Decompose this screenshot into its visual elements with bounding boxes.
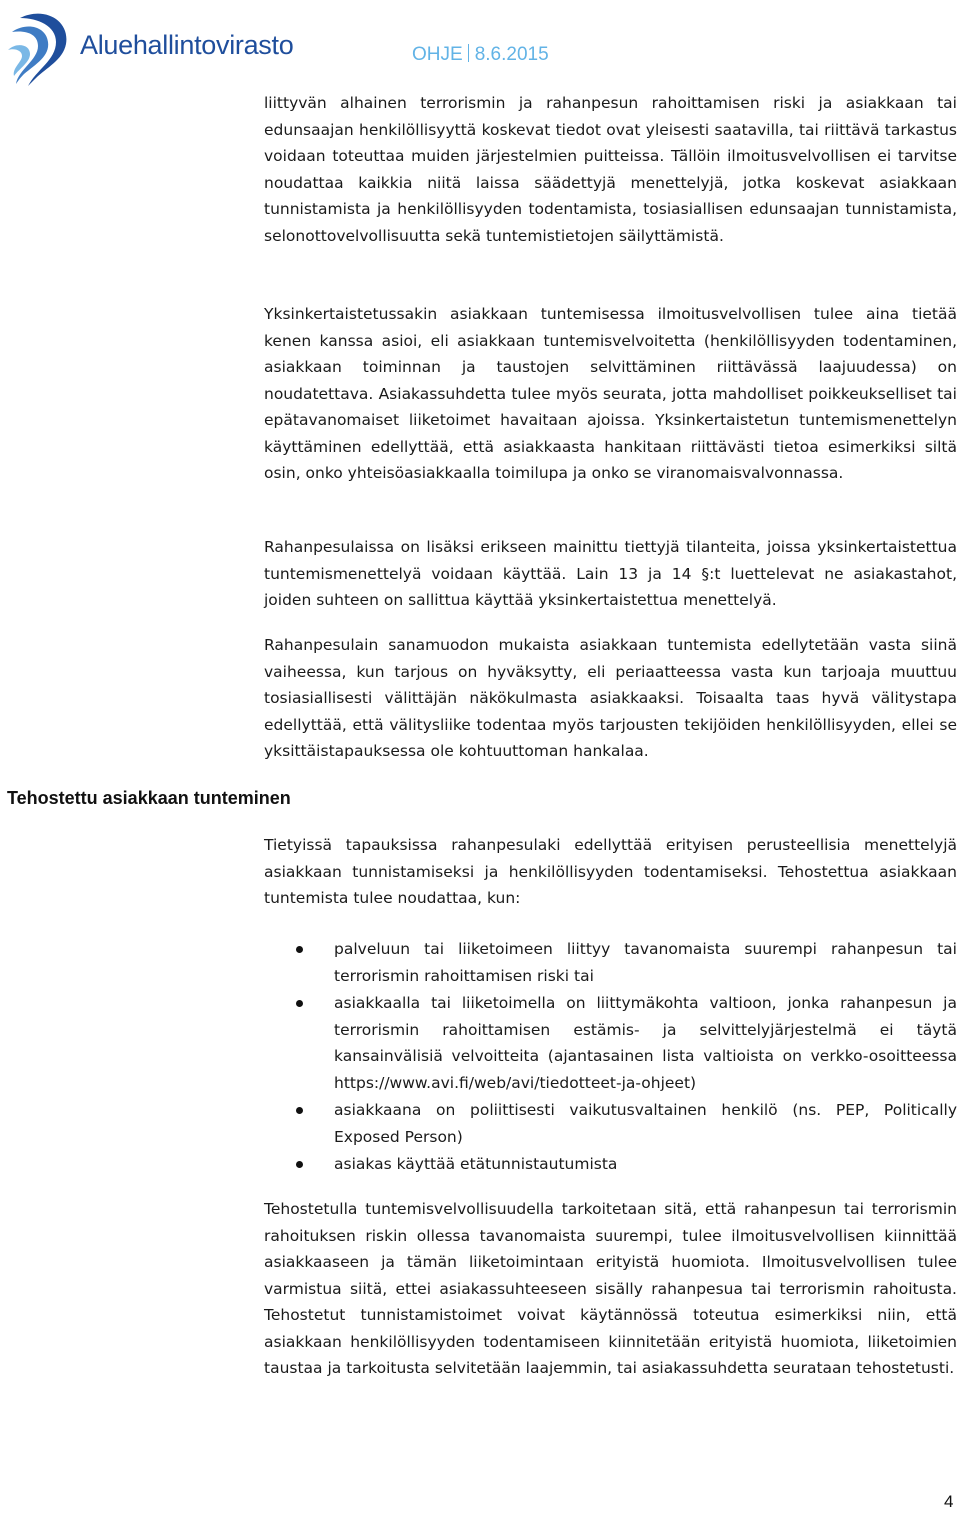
list-item-text: asiakkaalla tai liiketoimella on liittymäkohta valtioon, jonka rahanpesun ja terrorismin rahoittamisen estämis- ja selvittelyjärjestelmä ei täytä kansainvälisiä velvoitteita (ajantasainen lista valtioista on verkko-osoitteessa https://www.avi.fi/web/avi/tiedotteet-ja-ohjeet) bbox=[334, 994, 957, 1092]
page-header bbox=[0, 0, 960, 90]
bullet-icon bbox=[296, 1107, 303, 1114]
bullet-icon bbox=[296, 1000, 303, 1007]
list-item bbox=[296, 1151, 957, 1178]
document-date: 8.6.2015 bbox=[474, 44, 549, 65]
avi-swirl-logo-icon bbox=[6, 8, 72, 86]
body-paragraph-2 bbox=[264, 301, 957, 487]
paragraph-text: Rahanpesulaissa on lisäksi erikseen mainittu tiettyjä tilanteita, joissa yksinkertaistettua tuntemismenettelyä voidaan käyttää. Lain 13 ja 14 §:t luettelevat ne asiakastahot, joiden suhteen on sallittua käyttää yksinkertaistettua menettelyä. bbox=[264, 538, 957, 609]
organization-name: Aluehallintovirasto bbox=[80, 30, 294, 60]
list-item-text: palveluun tai liiketoimeen liittyy tavanomaista suurempi rahanpesun tai terrorismin rahoittamisen riski tai bbox=[334, 940, 957, 985]
bullet-icon bbox=[296, 946, 303, 953]
list-item-text: asiakkaana on poliittisesti vaikutusvaltainen henkilö (ns. PEP, Politically Exposed Person) bbox=[334, 1101, 957, 1146]
document-meta bbox=[412, 44, 549, 66]
meta-divider bbox=[468, 44, 469, 62]
body-paragraph-4 bbox=[264, 632, 957, 765]
list-item bbox=[296, 990, 957, 1096]
paragraph-text: Tietyissä tapauksissa rahanpesulaki edellyttää erityisen perusteellisia menettelyjä asiakkaan tunnistamiseksi ja henkilöllisyyden todentamiseksi. Tehostettua asiakkaan tuntemista tulee noudattaa, kun: bbox=[264, 836, 957, 907]
section-heading: Tehostettu asiakkaan tunteminen bbox=[7, 788, 291, 808]
list-item-text: asiakas käyttää etätunnistautumista bbox=[334, 1155, 618, 1173]
body-paragraph-3 bbox=[264, 534, 957, 614]
bullet-list bbox=[296, 936, 957, 1179]
paragraph-text: Rahanpesulain sanamuodon mukaista asiakkaan tuntemista edellytetään vasta siinä vaiheessa, kun tarjous on hyväksytty, eli periaatteessa vasta kun tarjoaja muuttuu tosiasiallisesti välittäjän näkökulmasta asiakkaaksi. Toisaalta taas hyvä välitystapa edellyttää, että välitysliike todentaa myös tarjousten tekijöiden henkilöllisyyden, ellei se yksittäistapauksessa ole kohtuuttoman hankalaa. bbox=[264, 636, 957, 760]
page-number: 4 bbox=[944, 1492, 954, 1511]
section-closing bbox=[264, 1196, 957, 1382]
paragraph-text: Yksinkertaistetussakin asiakkaan tuntemisessa ilmoitusvelvollisen tulee aina tietää kenen kanssa asioi, eli asiakkaan tuntemisvelvoitetta (henkilöllisyyden todentaminen, asiakkaan toiminnan ja taustojen selvittäminen riittävässä laajuudessa) on noudatettava. Asiakassuhdetta tulee myös seurata, jotta mahdolliset poikkeukselliset tai epätavanomaiset liiketoimet havaitaan ajoissa. Yksinkertaistetun tuntemismenettelyn käyttäminen edellyttää, että asiakkaasta hankitaan riittävästi tietoa esimerkiksi siltä osin, onko yhteisöasiakkaalla toimilupa ja onko se viranomaisvalvonnassa. bbox=[264, 305, 957, 482]
document-type: OHJE bbox=[412, 44, 463, 65]
section-intro bbox=[264, 832, 957, 912]
list-item bbox=[296, 936, 957, 989]
bullet-icon bbox=[296, 1161, 303, 1168]
body-paragraph-1 bbox=[264, 90, 957, 249]
paragraph-text: Tehostetulla tuntemisvelvollisuudella tarkoitetaan sitä, että rahanpesun tai terrorismin rahoituksen riskin ollessa tavanomaista suurempi, tulee ilmoitusvelvollisen kiinnittää asiakkaaseen ja tämän liiketoimintaan erityistä huomiota. Ilmoitusvelvollisen tulee varmistua siitä, ettei asiakassuhteeseen sisälly rahanpesua tai terrorismin rahoitusta. Tehostetut tunnistamistoimet voivat käytännössä toteutua esimerkiksi niin, että asiakkaan henkilöllisyyden todentamiseen kiinnitetään erityistä huomiota, liiketoimien taustaa ja tarkoitusta selvitetään laajemmin, tai asiakassuhdetta seurataan tehostetusti. bbox=[264, 1200, 957, 1377]
paragraph-text: liittyvän alhainen terrorismin ja rahanpesun rahoittamisen riski ja asiakkaan tai edunsaajan henkilöllisyyttä koskevat tiedot ovat yleisesti saatavilla, tai riittävä tarkastus voidaan toteuttaa muiden järjestelmien puitteissa. Tällöin ilmoitusvelvollisen ei tarvitse noudattaa kaikkia niitä laissa säädettyjä menettelyjä, jotka koskevat asiakkaan tunnistamista ja henkilöllisyyden todentamista, tosiasiallisen edunsaajan tunnistamista, selonottovelvollisuutta sekä tuntemistietojen säilyttämistä. bbox=[264, 94, 957, 245]
list-item bbox=[296, 1097, 957, 1150]
